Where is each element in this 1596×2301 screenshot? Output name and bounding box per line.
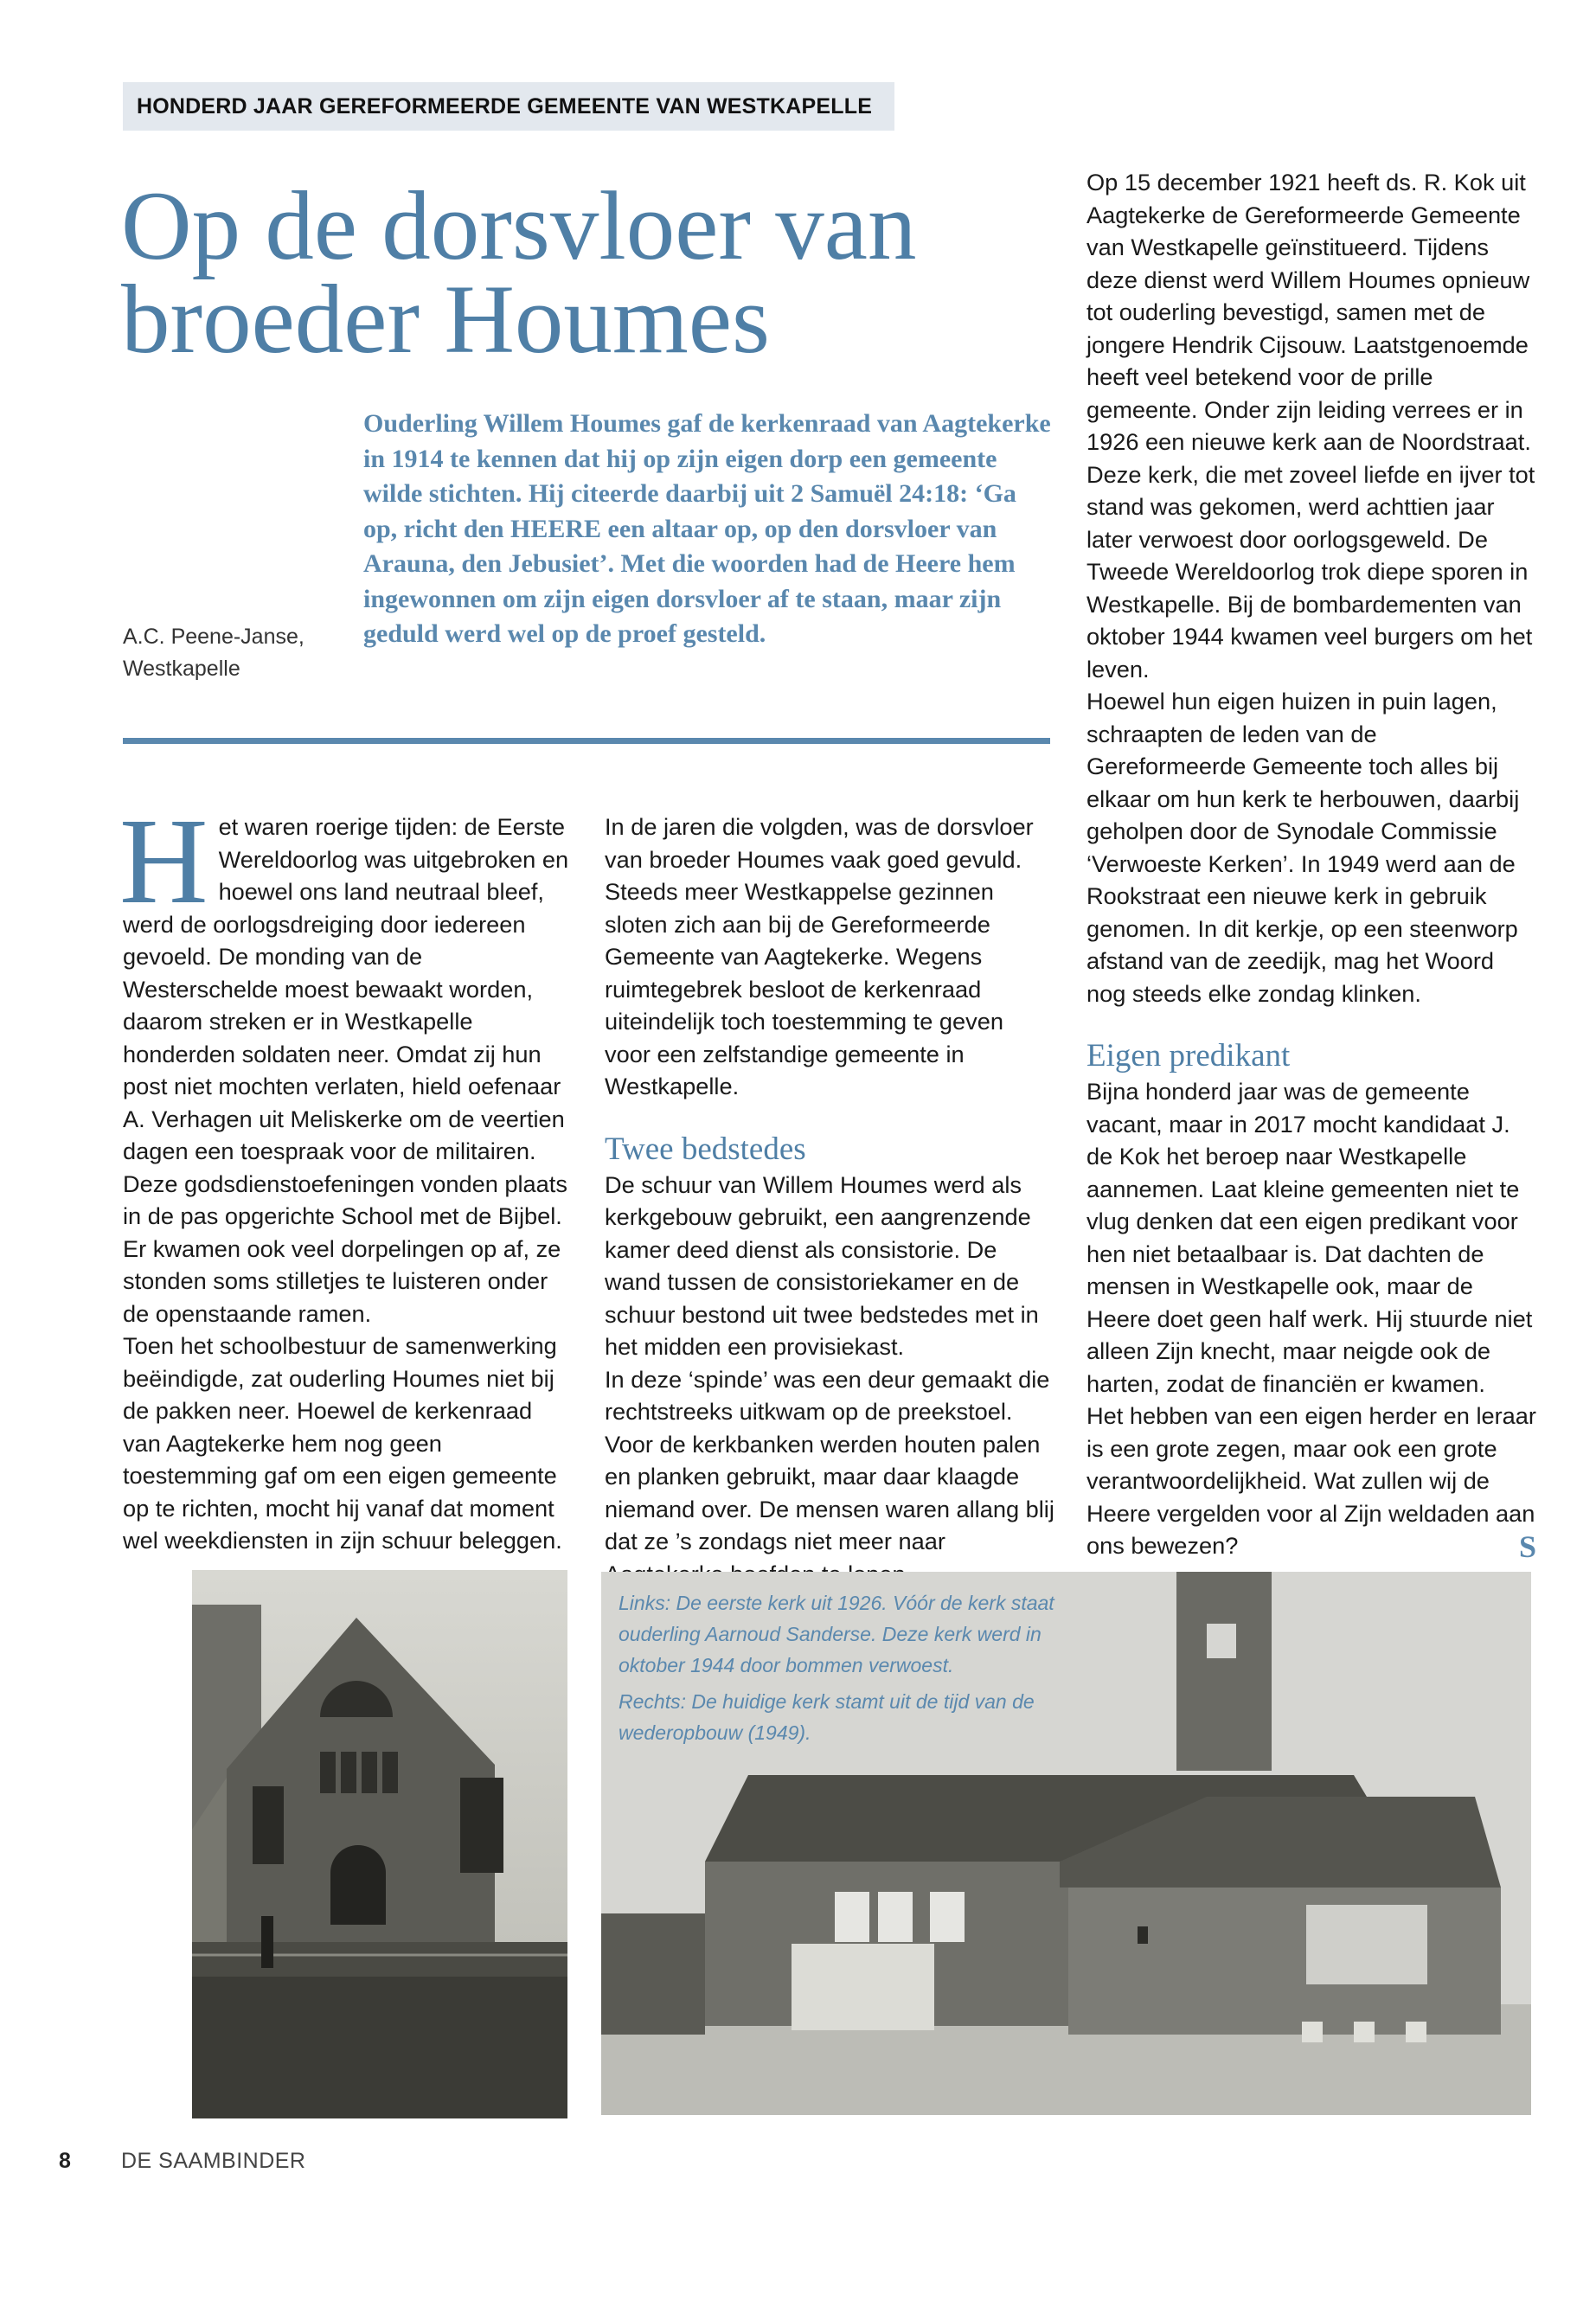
body-paragraph: Bijna honderd jaar was de gemeente vacant, maar in 2017 mocht kandidaat J. de Kok het beroep naar Westkapelle aannemen. Laat kleine gemeenten niet te vlug denken dat een eigen predikant voor hen niet betaalbaar is. Dat dachten de mensen in Westkapelle ook, maar de Heere doet geen half werk. Hij stuurde niet alleen Zijn knecht, maar neigde ook de harten, zodat de financiën er kwamen.: [1086, 1078, 1533, 1397]
body-paragraph: In de jaren die volgden, was de dorsvloer van broeder Houmes vaak goed gevuld. Steeds meer Westkappelse gezinnen sloten zich aan bij de Gereformeerde Gemeente van Aagtekerke. Wegens ruimtegebrek besloot de kerkenraad uiteindelijk toch toestemming te geven voor een zelfstandige gemeente in Westkapelle.: [605, 813, 1034, 1099]
section-kicker: HONDERD JAAR GEREFORMEERDE GEMEENTE VAN WESTKAPELLE: [123, 82, 894, 131]
page-number: 8: [59, 2149, 71, 2173]
headline-line-2: broeder Houmes: [121, 266, 770, 374]
author-name: A.C. Peene-Janse,: [123, 625, 304, 649]
divider-rule: [123, 738, 1050, 744]
body-paragraph: Hoewel hun eigen huizen in puin lagen, schraapten de leden van de Gereformeerde Gemeente toch alles bij elkaar om hun kerk te herbouwen, daarbij geholpen door de Synodale Commissie ‘Verwoeste Kerken’. In 1949 werd aan de Rookstraat een nieuwe kerk in gebruik genomen. In dit kerkje, op een steenworp afstand van de zeedijk, mag het Woord nog steeds elke zondag klinken.: [1086, 688, 1520, 1007]
church-1926-illustration: [192, 1570, 567, 2118]
body-paragraph: et waren roerige tijden: de Eerste Wereldoorlog was uitgebroken en hoewel ons land neutraal bleef, werd de oorlogsdreiging door iedereen gevoeld. De monding van de Westerschelde moest bewaakt worden, daarom streken er in Westkapelle honderden soldaten neer. Omdat zij hun post niet mochten verlaten, hield oefenaar A. Verhagen uit Meliskerke om de veertien dagen een toespraak voor de militairen. Deze godsdienstoefeningen vonden plaats in de pas opgerichte School met de Bijbel. Er kwamen ook veel dorpelingen op af, ze stonden soms stilletjes te luisteren onder de openstaande ramen.: [123, 813, 569, 1327]
body-paragraph: In deze ‘spinde’ was een deur gemaakt die rechtstreeks uitkwam op de preekstoel. Voor de kerkbanken werden houten palen en planken gebruikt, maar daar klaagde niemand over. De mensen waren allang blij dat ze ’s zondags niet meer naar: [605, 1365, 1054, 1554]
headline-line-1: Op de dorsvloer van: [121, 172, 917, 280]
caption-right: Rechts: De huidige kerk stamt uit de tijd van de wederopbouw (1949).: [619, 1690, 1035, 1744]
body-paragraph: De schuur van Willem Houmes werd als kerkgebouw gebruikt, een aangrenzende kamer deed dienst als consistorie. De wand tussen de consistoriekamer en de schuur bestond uit twee bedstedes met in het midden een provisiekast.: [605, 1170, 1039, 1360]
article-column-1: [119, 792, 573, 1557]
article-column-3: [1086, 166, 1536, 1562]
end-mark-icon: S: [1518, 1529, 1536, 1564]
body-paragraph: Toen het schoolbestuur de samenwerking beëindigde, zat ouderling Houmes niet bij de pakken neer. Hoewel de kerkenraad van Aagtekerke hem nog geen toestemming gaf om een eigen gemeente op te richten, mocht hij vanaf dat moment wel weekdiensten in zijn schuur beleggen.: [123, 1332, 562, 1554]
photo-caption: [619, 1587, 1086, 1753]
author-byline: [123, 621, 330, 685]
lead-paragraph: Ouderling Willem Houmes gaf de kerkenraad van Aagtekerke in 1914 te kennen dat hij op zijn eigen dorp een gemeente wilde stichten. Hij citeerde daarbij uit 2 Samuël 24:18: ‘Ga op, richt den HEERE een altaar op, op den dorsvloer van Arauna, den Jebusiet’. Met die woorden had de Heere hem ingewonnen om zijn eigen dorsvloer af te staan, maar zijn geduld werd wel op de proef gesteld.: [363, 409, 1051, 648]
headline: [121, 172, 1038, 374]
article-column-2: [605, 811, 1054, 1590]
caption-left: Links: De eerste kerk uit 1926. Vóór de kerk staat ouderling Aarnoud Sanderse. Deze kerk werd in oktober 1944 door bommen verwoest.: [619, 1592, 1054, 1676]
magazine-name: DE SAAMBINDER: [121, 2149, 306, 2173]
subheading-eigen-predikant: Eigen predikant: [1086, 1038, 1291, 1074]
photo-first-church-1926: [192, 1570, 567, 2118]
body-paragraph: [1086, 1400, 1536, 1562]
drop-cap: H: [119, 792, 208, 929]
body-paragraph: Op 15 december 1921 heeft ds. R. Kok uit Aagtekerke de Gereformeerde Gemeente van Westkapelle geïnstitueerd. Tijdens deze dienst werd Willem Houmes opnieuw tot ouderling bevestigd, samen met de jongere Hendrik Cijsouw. Laatstgenoemde heeft veel betekend voor de prille gemeente. Onder zijn leiding verrees er in 1926 een nieuwe kerk aan de Noordstraat. Deze kerk, die met zoveel liefde en ijver tot stand was gekomen, werd achttien jaar later verwoest door oorlogsgeweld. De Tweede Wereldoorlog trok diepe sporen in Westkapelle. Bij de bombardementen van oktober 1944 kwamen veel burgers om het leven.: [1086, 169, 1535, 683]
author-place: Westkapelle: [123, 657, 240, 681]
subheading-twee-bedstedes: Twee bedstedes: [605, 1131, 806, 1167]
closing-text: Het hebben van een eigen herder en leraar is een grote zegen, maar ook een grote verantwoordelijkheid. Wat zullen wij de Heere vergelden voor al Zijn weldaden aan ons bewezen?: [1086, 1402, 1536, 1559]
